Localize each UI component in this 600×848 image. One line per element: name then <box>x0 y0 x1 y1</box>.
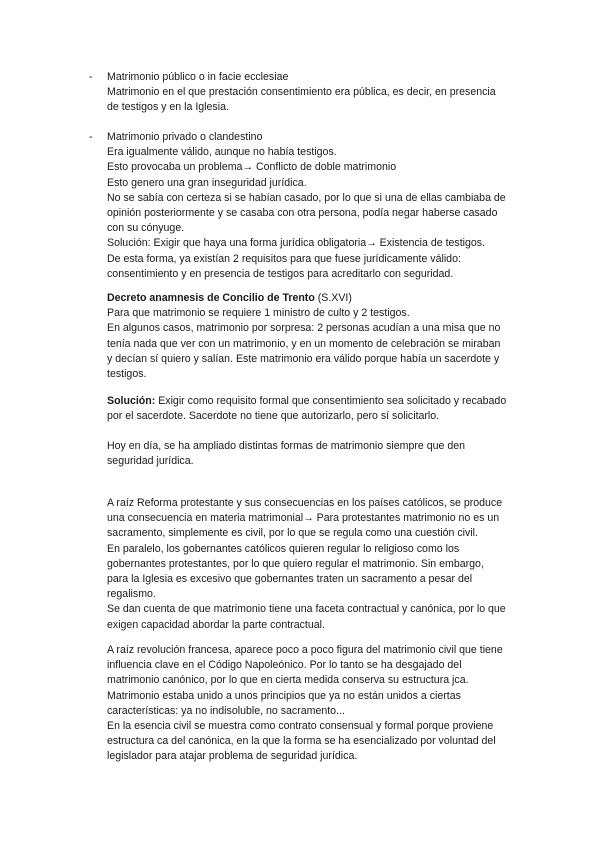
section-trento-decree <box>107 291 527 382</box>
text-line: En algunos casos, matrimonio por sorpresa: 2 personas acudían a una misa que no <box>107 322 501 335</box>
solution-label: Solución: <box>107 395 156 407</box>
bullet-dash: - <box>89 71 93 83</box>
text-line: matrimonio canónico, por lo que en cierta medida conserva su estructura jca. <box>107 674 469 687</box>
section-heading: Matrimonio público o in facie ecclesiae <box>107 71 289 83</box>
text-line: legislador para atajar problema de seguridad jurídica. <box>107 750 358 763</box>
text-line: Solución: Exigir que haya una forma jurídica obligatoria→ Existencia de testigos. <box>107 237 486 250</box>
text-line: con su cónyuge. <box>107 222 185 235</box>
text-line: sacramento, simplemente es civil, por lo que se regula como una cuestión civil. <box>107 527 478 540</box>
text-line: Esto provocaba un problema→ Conflicto de doble matrimonio <box>107 161 397 174</box>
text-line: de testigos y en la Iglesia. <box>107 101 229 114</box>
text-line: una consecuencia en materia matrimonial→ Para protestantes matrimonio no es un <box>107 512 500 525</box>
text-line: Se dan cuenta de que matrimonio tiene una faceta contractual y canónica, por lo que <box>107 603 506 616</box>
text-line: opinión posteriormente y se casaba con otra persona, podía negar haberse casado <box>107 207 498 220</box>
section-protestant-reform <box>107 496 527 633</box>
text-line: por el sacerdote. Sacerdote no tiene que autorizarlo, pero sí solicitarlo. <box>107 410 440 423</box>
section-today <box>107 439 527 469</box>
text-line: para la Iglesia es excesivo que gobernantes traten un sacramento a pesar del <box>107 573 473 586</box>
section-french-revolution <box>107 643 527 765</box>
text-line: influencia clave en el Código Napoleónico. Por lo tanto se ha desgajado del <box>107 659 462 672</box>
text-line: características: ya no indisoluble, no sacramento... <box>107 704 345 717</box>
bullet-dash: - <box>89 131 93 143</box>
section-heading: Matrimonio privado o clandestino <box>107 131 263 143</box>
text-line: testigos. <box>107 368 147 381</box>
text-line: y decían sí quiero y salían. Este matrimonio era válido porque había un sacerdote y <box>107 352 500 365</box>
text-line: Matrimonio estaba unido a unos principios que ya no están unidos a ciertas <box>107 689 461 702</box>
text-line: Para que matrimonio se requiere 1 ministro de culto y 2 testigos. <box>107 307 410 320</box>
text-line: En paralelo, los gobernantes católicos quieren regular lo religioso como los <box>107 542 460 555</box>
text-line: regalismo. <box>107 588 156 601</box>
solution-text: Exigir como requisito formal que consentimiento sea solicitado y recabado <box>155 395 507 407</box>
text-line: gobernantes protestantes, por lo que quiero regular el matrimonio. Sin embargo, <box>107 557 484 570</box>
text-line: seguridad jurídica. <box>107 455 194 468</box>
text-line: exigen capacidad abordar la parte contractual. <box>107 618 325 631</box>
text-line: Hoy en día, se ha ampliado distintas formas de matrimonio siempre que den <box>107 440 466 452</box>
text-line: estructura ca del canónica, en la que la forma se ha esencializado por voluntad del <box>107 735 496 748</box>
text-line: A raíz revolución francesa, aparece poco a poco figura del matrimonio civil que tiene <box>107 644 503 656</box>
text-line: Matrimonio en el que prestación consentimiento era pública, es decir, en presencia <box>107 86 496 99</box>
section-title-bold: Decreto anamnesis de Concilio de Trento <box>107 292 315 304</box>
text-line: A raíz Reforma protestante y sus consecuencias en los países católicos, se produce <box>107 497 503 509</box>
text-line: consentimiento y en presencia de testigos para acreditarlo con seguridad. <box>107 267 454 280</box>
section-title <box>107 291 527 306</box>
text-line: De esta forma, ya existían 2 requisitos para que fuese jurídicamente válido: <box>107 252 461 265</box>
text-line: En la esencia civil se muestra como contrato consensual y formal porque proviene <box>107 720 494 733</box>
section-public-marriage <box>107 70 527 116</box>
section-title-century: (S.XVI) <box>314 292 352 304</box>
text-line <box>107 394 527 409</box>
text-line: Esto genero una gran inseguridad jurídica. <box>107 176 307 189</box>
section-solution <box>107 394 527 424</box>
text-line: No se sabía con certeza si se habían casado, por lo que si una de ellas cambiaba de <box>107 191 506 204</box>
text-line: tenía nada que ver con un matrimonio, y en un momento de celebración se miraban <box>107 337 501 350</box>
text-line: Era igualmente válido, aunque no había testigos. <box>107 146 337 159</box>
section-private-marriage <box>107 130 527 282</box>
